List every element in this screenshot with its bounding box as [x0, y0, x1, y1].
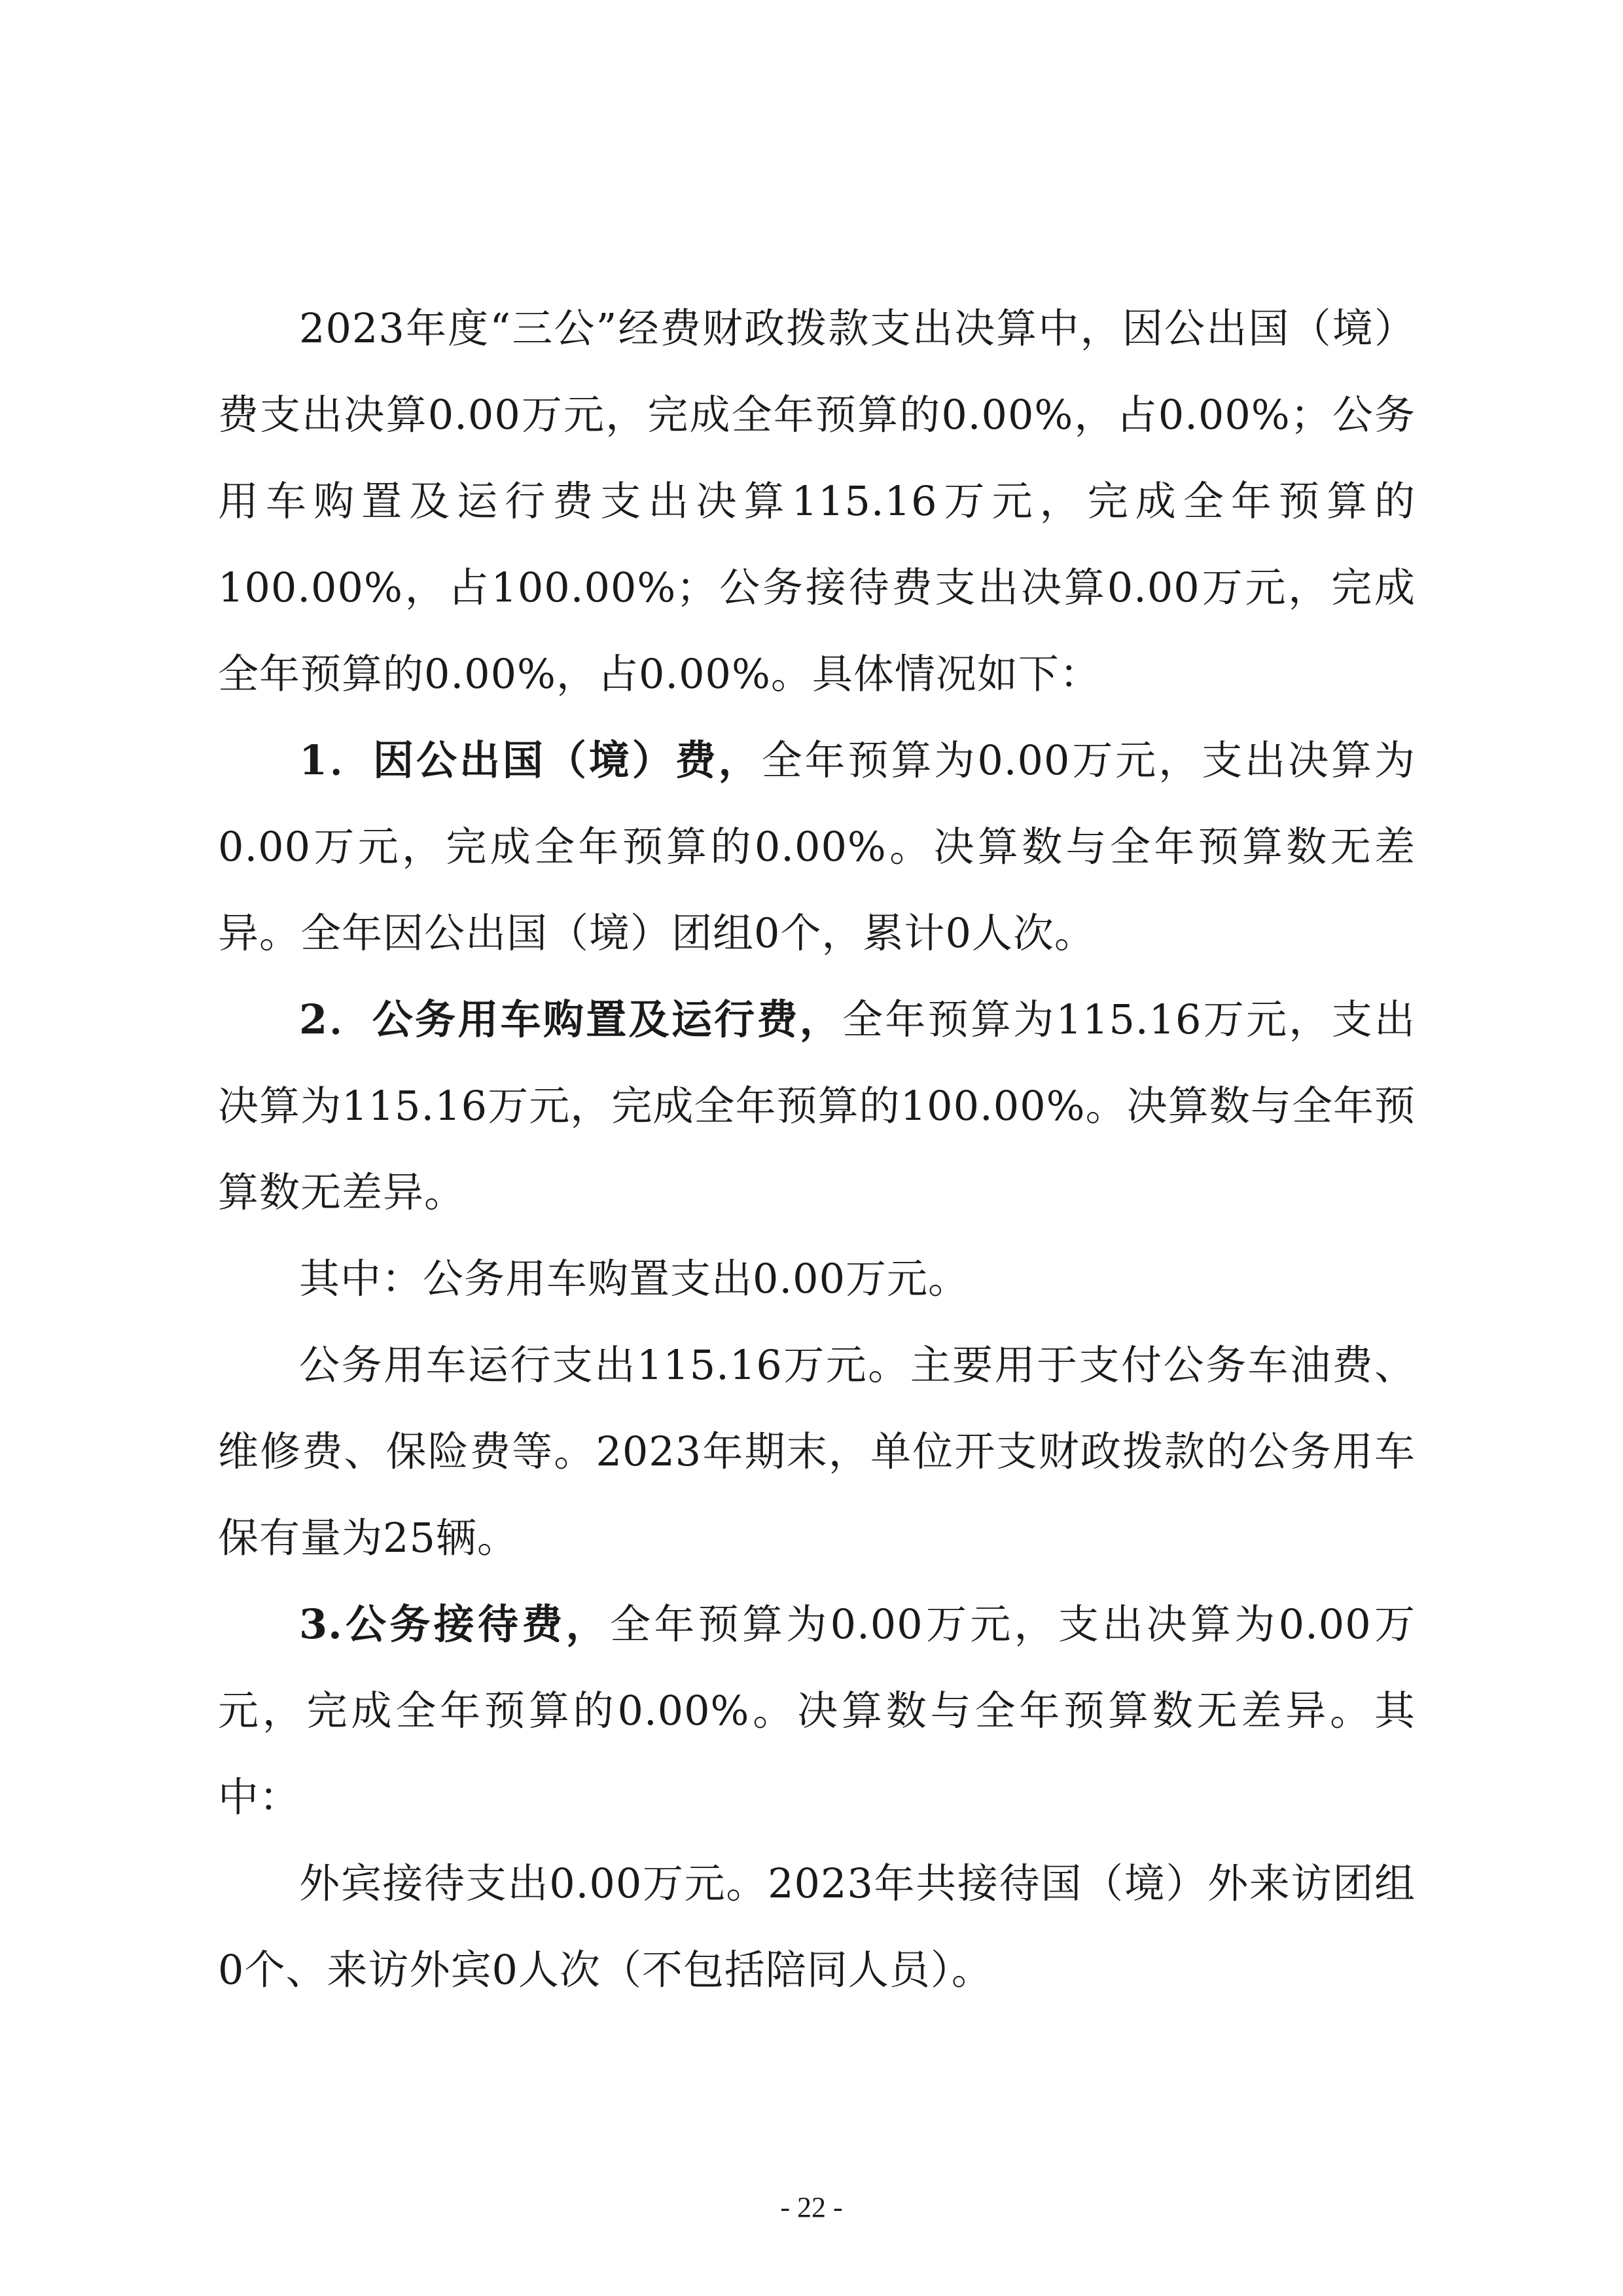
- vehicle-heading: 2．公务用车购置及运行费，: [299, 996, 843, 1043]
- page-number: - 22 -: [780, 2191, 843, 2223]
- travel-abroad-paragraph: [218, 717, 1416, 977]
- vehicle-operation-text: 公务用车运行支出115.16万元。主要用于支付公务车油费、维修费、保险费等。2023年期末，单位开支财政拨款的公务用车保有量为25辆。: [218, 1341, 1416, 1562]
- body-text: [218, 285, 1416, 2013]
- intro-text: 2023年度“三公”经费财政拨款支出决算中，因公出国（境）费支出决算0.00万元，完成全年预算的0.00%，占0.00%；公务用车购置及运行费支出决算115.16万元，完成全年预算的100.00%，占100.00%；公务接待费支出决算0.00万元，完成全年预算的0.00%，占0.00%。具体情况如下：: [218, 304, 1416, 698]
- foreign-reception-paragraph: [218, 1840, 1416, 2013]
- reception-text: 全年预算为0.00万元，支出决算为0.00万元，完成全年预算的0.00%。决算数与全年预算数无差异。其中：: [218, 1600, 1416, 1821]
- travel-abroad-heading: 1．因公出国（境）费，: [299, 736, 762, 784]
- vehicle-text: 全年预算为115.16万元，支出决算为115.16万元，完成全年预算的100.00%。决算数与全年预算数无差异。: [218, 996, 1416, 1216]
- vehicle-purchase-text: 其中：公务用车购置支出0.00万元。: [299, 1255, 970, 1302]
- intro-paragraph: [218, 285, 1416, 717]
- reception-heading: 3.公务接待费，: [299, 1600, 611, 1648]
- reception-paragraph: [218, 1581, 1416, 1840]
- vehicle-purchase-paragraph: [218, 1236, 1416, 1322]
- vehicle-operation-paragraph: [218, 1322, 1416, 1581]
- foreign-reception-text: 外宾接待支出0.00万元。2023年共接待国（境）外来访团组0个、来访外宾0人次（不包括陪同人员）。: [218, 1859, 1416, 1994]
- vehicle-paragraph: [218, 977, 1416, 1236]
- travel-abroad-text: 全年预算为0.00万元，支出决算为0.00万元，完成全年预算的0.00%。决算数与全年预算数无差异。全年因公出国（境）团组0个，累计0人次。: [218, 736, 1416, 957]
